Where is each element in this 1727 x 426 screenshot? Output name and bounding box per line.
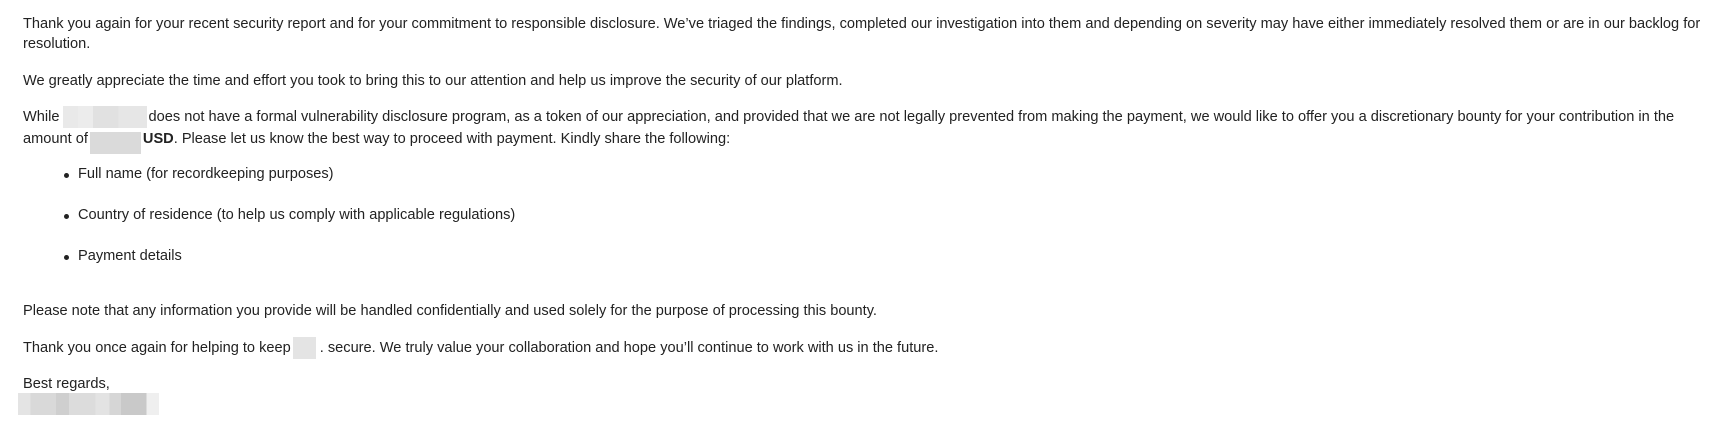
bounty-suffix: . Please let us know the best way to proceed with payment. Kindly share the following: (173, 130, 731, 147)
bounty-body: does not have a formal vulnerability disclosure program, as a token of our appreciation, and provided that we are not legally prevented from making the payment, we would like to offer you a discretionary bounty for your contribution in the amount of (23, 108, 1675, 147)
redacted-amount (90, 132, 141, 154)
paragraph-appreciation: We greatly appreciate the time and effort you took to bring this to our attention and help us improve the security of our platform. (23, 73, 843, 89)
closing-salutation: Best regards, (23, 376, 110, 392)
list-item (64, 164, 515, 184)
paragraph-confidentiality: Please note that any information you provide will be handled confidentially and used solely for the purpose of processing this bounty. (23, 303, 877, 319)
bounty-prefix: While (23, 108, 60, 125)
bullet-icon (64, 255, 69, 260)
paragraph-bounty-offer (23, 106, 1713, 150)
list-item-label: Country of residence (to help us comply with applicable regulations) (78, 207, 516, 223)
list-item (64, 246, 515, 266)
list-item (64, 205, 515, 225)
redacted-signature (18, 393, 159, 415)
requested-info-list (64, 164, 515, 287)
redacted-organization (63, 106, 147, 128)
bullet-icon (64, 214, 69, 219)
thanks-suffix: . secure. We truly value your collaboration and hope you’ll continue to work with us in the future. (319, 339, 939, 356)
paragraph-intro: Thank you again for your recent security report and for your commitment to responsible disclosure. We’ve triaged the findings, completed our investigation into them and depending on severity may have either immediately resolved them or are in our backlog for resolution. (23, 16, 1701, 52)
paragraph-thanks (23, 337, 1713, 359)
redacted-company (293, 337, 316, 359)
bounty-currency: USD (142, 130, 174, 147)
bullet-icon (64, 173, 69, 178)
thanks-prefix: Thank you once again for helping to keep (23, 339, 291, 356)
list-item-label: Payment details (78, 248, 182, 264)
list-item-label: Full name (for recordkeeping purposes) (78, 166, 334, 182)
